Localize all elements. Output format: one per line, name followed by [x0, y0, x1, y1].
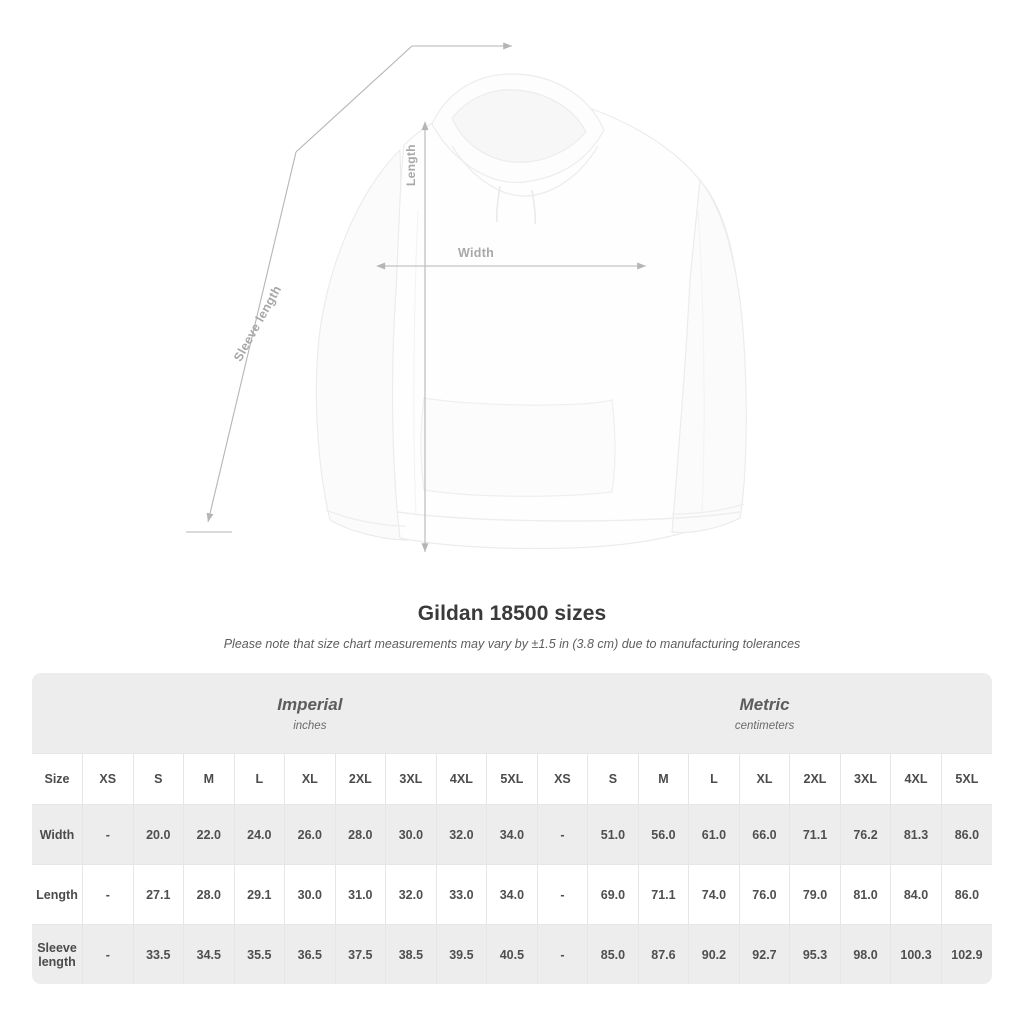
cell-sleeve-metric-m: 87.6: [638, 925, 689, 985]
cell-width-metric-4xl: 81.3: [891, 805, 942, 865]
cell-sleeve-imperial-s: 33.5: [133, 925, 184, 985]
cell-length-metric-2xl: 79.0: [790, 865, 841, 925]
size-header-metric-l: L: [689, 754, 740, 805]
system-header-row: [32, 673, 992, 754]
size-header-cell: Size: [32, 754, 83, 805]
cell-length-imperial-xs: -: [83, 865, 134, 925]
cell-width-metric-m: 56.0: [638, 805, 689, 865]
cell-length-metric-l: 74.0: [689, 865, 740, 925]
sleeve-length-label: Sleeve length: [231, 283, 285, 364]
row-label-width: Width: [32, 805, 83, 865]
hoodie-shape: [316, 74, 746, 549]
system-header-imperial: [83, 673, 538, 754]
size-header-imperial-m: M: [184, 754, 235, 805]
size-header-imperial-5xl: 5XL: [487, 754, 538, 805]
cell-sleeve-metric-4xl: 100.3: [891, 925, 942, 985]
cell-length-imperial-3xl: 32.0: [386, 865, 437, 925]
cell-width-metric-l: 61.0: [689, 805, 740, 865]
cell-length-imperial-2xl: 31.0: [335, 865, 386, 925]
cell-width-imperial-4xl: 32.0: [436, 805, 487, 865]
size-header-row: [32, 754, 992, 805]
system-header-spacer: [32, 673, 83, 754]
cell-sleeve-imperial-2xl: 37.5: [335, 925, 386, 985]
cell-width-metric-xl: 66.0: [739, 805, 790, 865]
cell-width-imperial-s: 20.0: [133, 805, 184, 865]
size-header-imperial-2xl: 2XL: [335, 754, 386, 805]
size-header-metric-4xl: 4XL: [891, 754, 942, 805]
cell-length-imperial-5xl: 34.0: [487, 865, 538, 925]
system-unit-metric: centimeters: [734, 719, 795, 732]
cell-sleeve-imperial-m: 34.5: [184, 925, 235, 985]
cell-width-imperial-xl: 26.0: [285, 805, 336, 865]
cell-width-metric-xs: -: [537, 805, 588, 865]
size-table: [32, 673, 992, 984]
size-header-metric-5xl: 5XL: [941, 754, 992, 805]
cell-sleeve-metric-5xl: 102.9: [941, 925, 992, 985]
size-header-metric-m: M: [638, 754, 689, 805]
cell-length-imperial-s: 27.1: [133, 865, 184, 925]
width-label: Width: [458, 246, 495, 260]
cell-length-metric-xl: 76.0: [739, 865, 790, 925]
system-name-metric: Metric: [739, 695, 790, 715]
size-header-metric-s: S: [588, 754, 639, 805]
cell-sleeve-imperial-3xl: 38.5: [386, 925, 437, 985]
cell-sleeve-metric-l: 90.2: [689, 925, 740, 985]
cell-sleeve-imperial-4xl: 39.5: [436, 925, 487, 985]
size-header-imperial-3xl: 3XL: [386, 754, 437, 805]
size-header-imperial-l: L: [234, 754, 285, 805]
cell-sleeve-imperial-xs: -: [83, 925, 134, 985]
cell-width-metric-2xl: 71.1: [790, 805, 841, 865]
size-header-metric-xs: XS: [537, 754, 588, 805]
cell-length-imperial-4xl: 33.0: [436, 865, 487, 925]
size-header-metric-2xl: 2XL: [790, 754, 841, 805]
size-table-wrapper: [32, 673, 992, 984]
page-title: Gildan 18500 sizes: [417, 602, 607, 625]
cell-width-imperial-5xl: 34.0: [487, 805, 538, 865]
cell-length-metric-4xl: 84.0: [891, 865, 942, 925]
cell-length-imperial-l: 29.1: [234, 865, 285, 925]
system-name-imperial: Imperial: [277, 695, 343, 715]
cell-width-imperial-m: 22.0: [184, 805, 235, 865]
table-row: [32, 805, 992, 865]
cell-sleeve-metric-s: 85.0: [588, 925, 639, 985]
cell-width-metric-5xl: 86.0: [941, 805, 992, 865]
cell-length-metric-xs: -: [537, 865, 588, 925]
cell-length-metric-5xl: 86.0: [941, 865, 992, 925]
cell-sleeve-metric-xl: 92.7: [739, 925, 790, 985]
cell-sleeve-metric-2xl: 95.3: [790, 925, 841, 985]
cell-width-metric-3xl: 76.2: [840, 805, 891, 865]
cell-sleeve-metric-xs: -: [537, 925, 588, 985]
cell-width-imperial-2xl: 28.0: [335, 805, 386, 865]
cell-width-imperial-3xl: 30.0: [386, 805, 437, 865]
cell-length-metric-s: 69.0: [588, 865, 639, 925]
length-label: Length: [404, 144, 418, 186]
cell-length-imperial-m: 28.0: [184, 865, 235, 925]
size-header-imperial-4xl: 4XL: [436, 754, 487, 805]
cell-sleeve-imperial-xl: 36.5: [285, 925, 336, 985]
cell-length-metric-m: 71.1: [638, 865, 689, 925]
size-header-imperial-xs: XS: [83, 754, 134, 805]
cell-sleeve-imperial-5xl: 40.5: [487, 925, 538, 985]
size-header-metric-xl: XL: [739, 754, 790, 805]
cell-length-imperial-xl: 30.0: [285, 865, 336, 925]
tolerance-note: Please note that size chart measurements may vary by ±1.5 in (3.8 cm) due to manufacturing tolerances: [223, 637, 801, 651]
cell-width-metric-s: 51.0: [588, 805, 639, 865]
system-header-metric: [537, 673, 992, 754]
row-label-sleeve-length: Sleeve length: [32, 925, 83, 985]
size-header-imperial-xl: XL: [285, 754, 336, 805]
size-header-imperial-s: S: [133, 754, 184, 805]
cell-length-metric-3xl: 81.0: [840, 865, 891, 925]
title-block: [0, 602, 1024, 651]
table-row: [32, 865, 992, 925]
row-label-length: Length: [32, 865, 83, 925]
cell-sleeve-imperial-l: 35.5: [234, 925, 285, 985]
size-header-metric-3xl: 3XL: [840, 754, 891, 805]
cell-width-imperial-l: 24.0: [234, 805, 285, 865]
cell-sleeve-metric-3xl: 98.0: [840, 925, 891, 985]
system-unit-imperial: inches: [293, 719, 327, 732]
table-row: [32, 925, 992, 985]
cell-width-imperial-xs: -: [83, 805, 134, 865]
